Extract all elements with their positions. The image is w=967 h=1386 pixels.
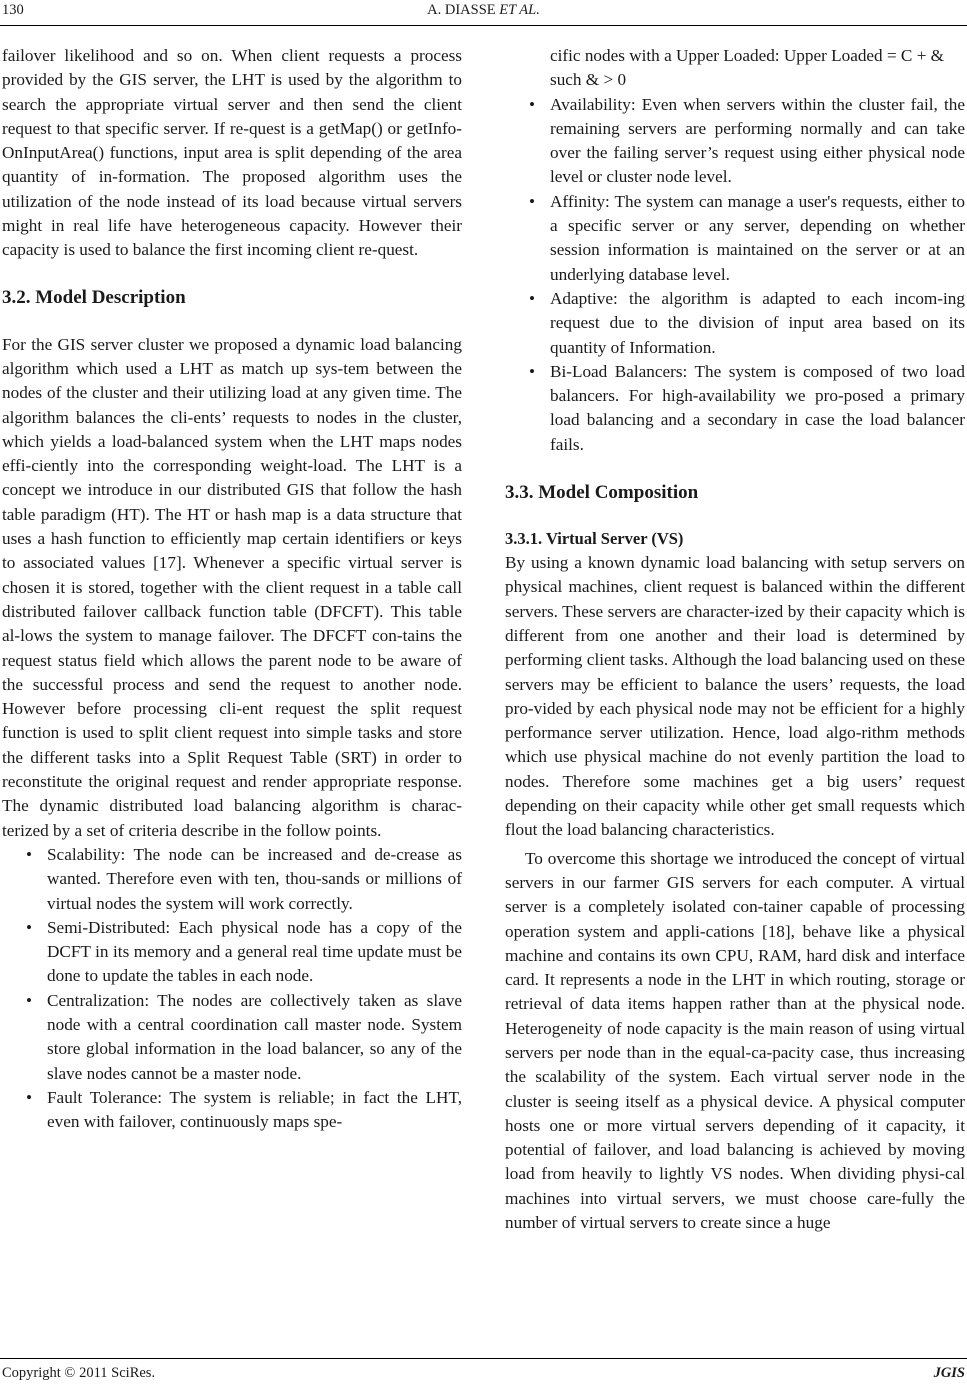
list-item: • Adaptive: the algorithm is adapted to each incom-ing request due to the division of input area based on its quantity of Information. [505, 287, 965, 360]
section-heading-model-description: 3.2. Model Description [2, 286, 186, 308]
page-number: 130 [2, 2, 24, 18]
copyright-notice: Copyright © 2011 SciRes. [2, 1365, 156, 1381]
list-item: • Bi-Load Balancers: The system is composed of two load balancers. For high-availability we pro-posed a primary load balancing and a secondary in case the load balancer fails. [505, 360, 965, 457]
header-rule [0, 25, 967, 26]
bullet-continuation: cific nodes with a Upper Loaded: Upper Loaded = C + & such & > 0 [550, 46, 945, 90]
model-description-paragraph: For the GIS server cluster we proposed a dynamic load balancing algorithm which used a LHT as match up sys-tem between the nodes of the cluster and their utilizing load at any given time. The algorithm balances the cli-ents’ requests to nodes in the cluster, which yields a load-balanced system when the LHT maps nodes effi-ciently into the corresponding weight-load. The LHT is a concept we introduce in our distributed GIS that follow the hash table paradigm (HT). The HT or hash map is a data structure that uses a hash function to efficiently map certain identifiers or keys to associated values [17]. Whenever a specific virtual server is chosen it is stored, together with the client request in a table call distributed failover callback function table (DFCFT). This table al-lows the system to manage failover. The DFCFT con-tains the request status field which allows the parent node to be aware of the successful process and send the request to another node. However before processing cli-ent request the split request function is used to split client request into simple tasks and store the different tasks into a Split Request Table (SRT) in order to reconstitute the original request and render appropriate response. The dynamic distributed load balancing algorithm is charac-terized by a set of criteria describe in the follow points. [2, 334, 462, 840]
list-item: • Centralization: The nodes are collectively taken as slave node with a central coordination call master node. System store global information in the load balancer, so any of the slave nodes cannot be a master node. [2, 989, 462, 1086]
page-footer [0, 1358, 967, 1382]
virtual-server-paragraph-1: By using a known dynamic load balancing with setup servers on physical machines, client request is balanced within the different servers. These servers are character-ized by their capacity which is different from one another and their load is determined by performing client tasks. Although the load balancing used on these servers may be efficient to balance the users’ requests, the load pro-vided by each physical node may not be efficient for a highly performance server utilization. Hence, load algo-rithm methods which use physical machine do not evenly partition the load to nodes. Therefore some machines get a big users’ request depending on their capacity while other get small requests which flout the load balancing characteristics. [505, 553, 965, 840]
page-header [0, 0, 967, 26]
list-item: • Affinity: The system can manage a user's requests, either to a specific server or any server, depending on whether session information is maintained on the server or at an underlying database level. [505, 190, 965, 287]
list-item: • Fault Tolerance: The system is reliable; in fact the LHT, even with failover, continuously maps spe- [2, 1086, 462, 1135]
running-head-authors: A. DIASSE [427, 2, 496, 18]
list-item: • Semi-Distributed: Each physical node has a copy of the DCFT in its memory and a general real time update must be done to update the tables in each node. [2, 916, 462, 989]
footer-rule [0, 1358, 967, 1359]
journal-name: JGIS [933, 1365, 965, 1381]
criteria-list-left [2, 843, 462, 1135]
criteria-list-right [505, 93, 965, 457]
virtual-server-paragraph-2: To overcome this shortage we introduced the concept of virtual servers in our farmer GIS servers for each computer. A virtual server is a completely isolated con-tainer capable of processing operation system and appli-cations [18], behave like a physical machine and contains its own CPU, RAM, hard disk and interface card. It represents a node in the LHT in which routing, storage or retrieval of data items happen rather than at the physical node. Heterogeneity of node capacity is the main reason of using virtual servers per node than in the equal-ca-pacity case, thus increasing the scalability of the system. Each virtual server node in the cluster is seeing itself as a physical device. A physical computer hosts one or more virtual servers depending of it capacity, it potential of failover, and load balancing is achieved by moving load from heavily to lightly VS nodes. When dividing physi-cal machines into virtual servers, we must choose care-fully the number of virtual servers to create since a huge [505, 848, 965, 1233]
subsection-heading-virtual-server: 3.3.1. Virtual Server (VS) [505, 529, 684, 549]
running-head [0, 2, 967, 19]
list-item: • Availability: Even when servers within the cluster fail, the remaining servers are performing normally and can take over the failing server’s request using either physical node level or cluster node level. [505, 93, 965, 190]
list-item: • Scalability: The node can be increased and de-crease as wanted. Therefore even with ten, thou-sands or millions of virtual nodes the system will work correctly. [2, 843, 462, 916]
right-column [505, 44, 965, 1235]
intro-paragraph: failover likelihood and so on. When client requests a process provided by the GIS server, the LHT is used by the algorithm to search the appropriate virtual server and then send the client request to that specific server. If re-quest is a getMap() or getInfo-OnInputArea() functions, input area is split depending of the area quantity of in-formation. The proposed algorithm uses the utilization of the node instead of its load because virtual servers might in real life have heterogeneous capacity. However their capacity is used to balance the first incoming client re-quest. [2, 46, 462, 260]
left-column [2, 44, 462, 1134]
running-head-et-al: ET AL. [499, 2, 540, 18]
section-heading-model-composition: 3.3. Model Composition [505, 482, 699, 504]
